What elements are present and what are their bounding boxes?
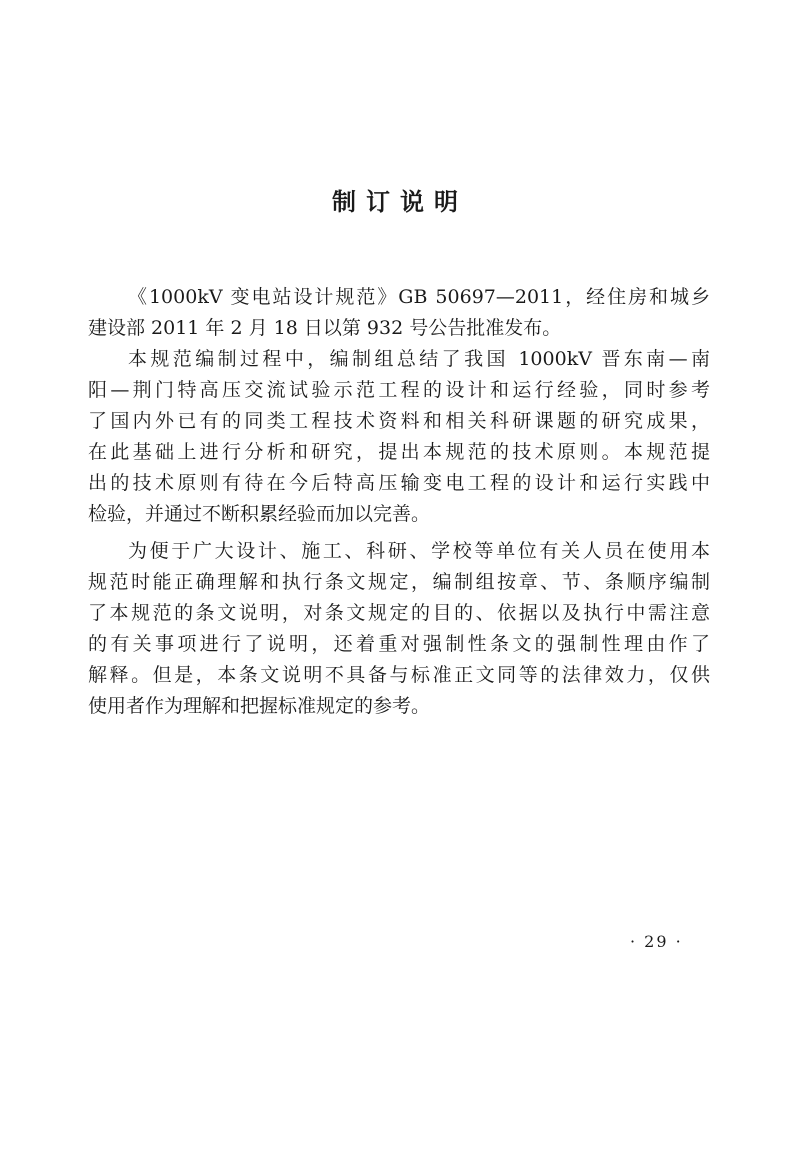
paragraph-2 [88,344,710,530]
text-line: 规范时能正确理解和执行条文规定，编制组按章、节、条顺序编制 [88,571,710,593]
text-line: 了国内外已有的同类工程技术资料和相关科研课题的研究成果， [88,410,710,432]
text-line: 解释。但是，本条文说明不具备与标准正文同等的法律效力，仅供 [88,664,710,686]
text-line: 使用者作为理解和把握标准规定的参考。 [88,695,431,717]
paragraph-3 [88,536,710,722]
text-line: 检验，并通过不断积累经验而加以完善。 [88,503,431,525]
text-line: 出的技术原则有待在今后特高压输变电工程的设计和运行实践中 [88,472,710,494]
paragraph-1 [88,282,710,344]
text-line: 建设部 2011 年 2 月 18 日以第 932 号公告批准发布。 [88,317,562,339]
text-line: 了本规范的条文说明，对条文规定的目的、依据以及执行中需注意 [88,602,710,624]
text-line: 在此基础上进行分析和研究，提出本规范的技术原则。本规范提 [88,441,710,463]
document-body [88,282,710,722]
text-line: 本规范编制过程中，编制组总结了我国 1000kV 晋东南—南 [128,348,710,370]
page-title: 制订说明 [332,188,468,216]
text-line: 为便于广大设计、施工、科研、学校等单位有关人员在使用本 [128,540,710,562]
page-number: · 29 · [630,932,683,951]
text-line: 阳—荆门特高压交流试验示范工程的设计和运行经验，同时参考 [88,379,710,401]
text-line: 《1000kV 变电站设计规范》GB 50697—2011，经住房和城乡 [128,286,710,308]
text-line: 的有关事项进行了说明，还着重对强制性条文的强制性理由作了 [88,633,710,655]
